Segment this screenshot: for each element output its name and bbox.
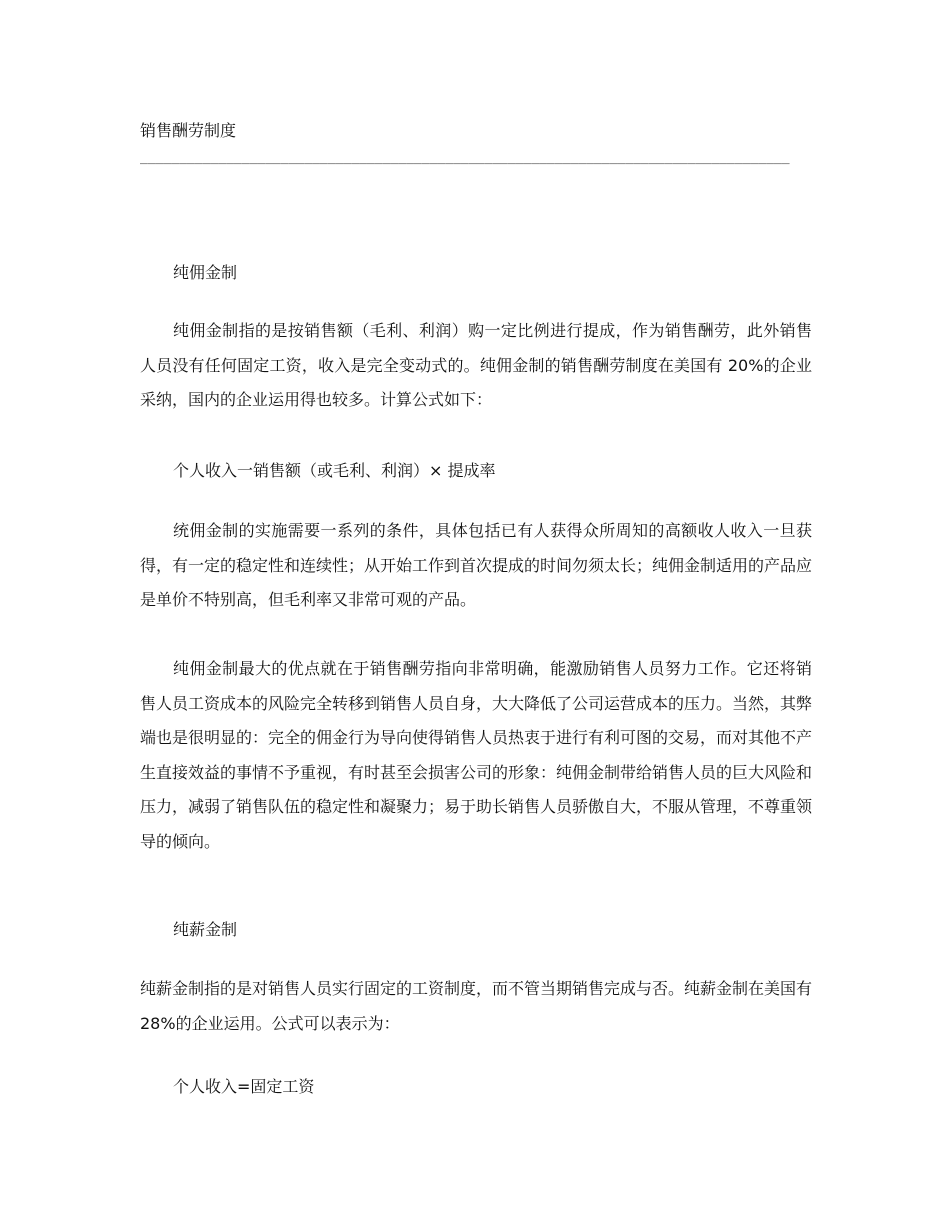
formula-pure-salary: 个人收入=固定工资 xyxy=(173,1077,315,1096)
section-heading-pure-commission: 纯佣金制 xyxy=(173,263,238,282)
header-divider: ___________________________________________________________________________________ xyxy=(140,150,790,165)
paragraph-pure-commission-definition: 纯佣金制指的是按销售额（毛利、利润）购一定比例进行提成，作为销售酬劳，此外销售人员没有任何固定工资，收入是完全变动式的。纯佣金制的销售酬劳制度在美国有 20%的企业采纳，国内的企业运用得也较多。计算公式如下： xyxy=(140,321,812,409)
paragraph-pure-commission-conditions: 统佣金制的实施需要一系列的条件，具体包括已有人获得众所周知的高额收人收入一旦获得，有一定的稳定性和连续性；从开始工作到首次提成的时间勿须太长；纯佣金制适用的产品应是单价不特别高，但毛利率又非常可观的产品。 xyxy=(140,521,813,609)
paragraph-pure-commission-pros-cons: 纯佣金制最大的优点就在于销售酬劳指向非常明确，能激励销售人员努力工作。它还将销售人员工资成本的风险完全转移到销售人员自身，大大降低了公司运营成本的压力。当然，其弊端也是很明显的：完全的佣金行为导向使得销售人员热衷于进行有利可图的交易，而对其他不产生直接效益的事情不予重视，有时甚至会损害公司的形象：纯佣金制带给销售人员的巨大风险和压力，减弱了销售队伍的稳定性和凝聚力；易于助长销售人员骄傲自大，不服从管理，不尊重领导的倾向。 xyxy=(140,659,813,851)
paragraph-pure-salary-definition: 纯薪金制指的是对销售人员实行固定的工资制度，而不管当期销售完成与否。纯薪金制在美国有 28%的企业运用。公式可以表示为： xyxy=(140,979,813,1033)
formula-pure-commission: 个人收入一销售额（或毛利、利润）× 提成率 xyxy=(173,461,496,480)
document-header-title: 销售酬劳制度 xyxy=(140,121,237,140)
section-heading-pure-salary: 纯薪金制 xyxy=(173,920,238,939)
